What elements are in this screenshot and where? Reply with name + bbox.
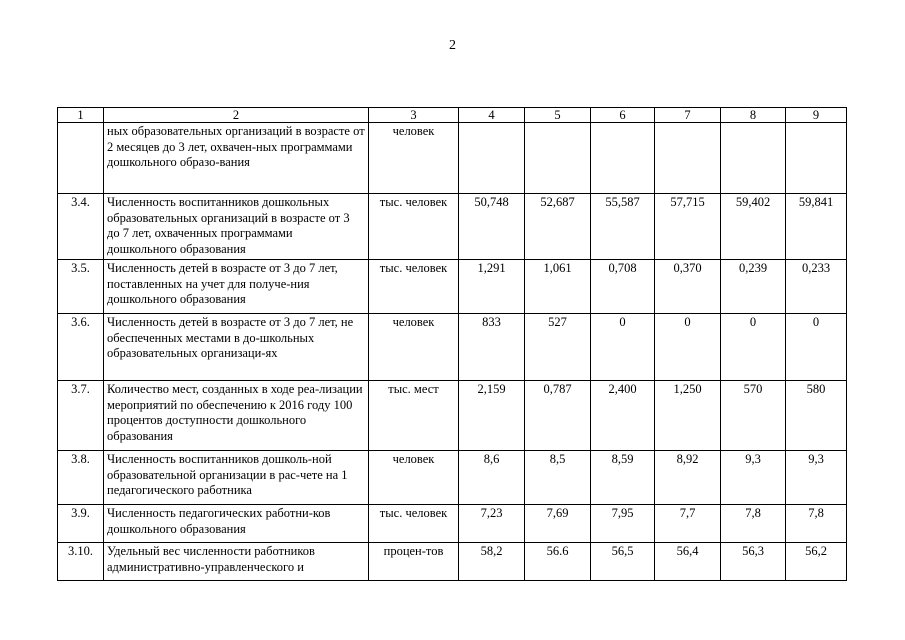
- value-cell: 56,3: [721, 543, 786, 581]
- value-cell: 9,3: [786, 451, 847, 505]
- value-cell: 0,787: [525, 381, 591, 451]
- page-number: 2: [449, 38, 456, 53]
- value-cell: [786, 123, 847, 194]
- table-body: [58, 108, 847, 581]
- indicator-description: Численность детей в возрасте от 3 до 7 лет, поставленных на учет для получе-ния дошкольного образования: [104, 260, 369, 314]
- indicator-description: Численность детей в возрасте от 3 до 7 лет, не обеспеченных местами в до-школьных образовательных организаци-ях: [104, 314, 369, 381]
- row-number: 3.6.: [58, 314, 104, 381]
- value-cell: [721, 123, 786, 194]
- row-number: [58, 123, 104, 194]
- value-cell: 527: [525, 314, 591, 381]
- table-row: [58, 505, 847, 543]
- row-number: 3.8.: [58, 451, 104, 505]
- indicator-description: Численность педагогических работни-ков дошкольного образования: [104, 505, 369, 543]
- column-header: 9: [786, 108, 847, 123]
- value-cell: 0,708: [591, 260, 655, 314]
- column-header: 3: [369, 108, 459, 123]
- value-cell: 52,687: [525, 194, 591, 260]
- column-header: 1: [58, 108, 104, 123]
- value-cell: 2,400: [591, 381, 655, 451]
- column-header: 4: [459, 108, 525, 123]
- column-header: 5: [525, 108, 591, 123]
- value-cell: 7,95: [591, 505, 655, 543]
- indicator-description: Численность воспитанников дошкольных образовательных организаций в возрасте от 3 до 7 лет, охваченных программами дошкольного образования: [104, 194, 369, 260]
- value-cell: 833: [459, 314, 525, 381]
- value-cell: 7,23: [459, 505, 525, 543]
- column-header: 7: [655, 108, 721, 123]
- value-cell: 1,291: [459, 260, 525, 314]
- row-number: 3.4.: [58, 194, 104, 260]
- value-cell: 8,92: [655, 451, 721, 505]
- value-cell: 0: [655, 314, 721, 381]
- value-cell: 7,7: [655, 505, 721, 543]
- value-cell: 56,4: [655, 543, 721, 581]
- value-cell: 55,587: [591, 194, 655, 260]
- table-row: [58, 260, 847, 314]
- column-header: 8: [721, 108, 786, 123]
- value-cell: 58,2: [459, 543, 525, 581]
- value-cell: 56,2: [786, 543, 847, 581]
- unit-cell: человек: [369, 451, 459, 505]
- value-cell: 580: [786, 381, 847, 451]
- unit-cell: тыс. человек: [369, 194, 459, 260]
- value-cell: 57,715: [655, 194, 721, 260]
- value-cell: 8,6: [459, 451, 525, 505]
- table-row: [58, 123, 847, 194]
- value-cell: 8,5: [525, 451, 591, 505]
- value-cell: 0,370: [655, 260, 721, 314]
- unit-cell: процен-тов: [369, 543, 459, 581]
- unit-cell: тыс. мест: [369, 381, 459, 451]
- indicators-table: [57, 107, 847, 581]
- row-number: 3.5.: [58, 260, 104, 314]
- value-cell: [655, 123, 721, 194]
- value-cell: 0,233: [786, 260, 847, 314]
- value-cell: 59,841: [786, 194, 847, 260]
- unit-cell: человек: [369, 314, 459, 381]
- value-cell: 0: [591, 314, 655, 381]
- value-cell: [459, 123, 525, 194]
- value-cell: 7,8: [786, 505, 847, 543]
- table-row: [58, 381, 847, 451]
- value-cell: 0: [786, 314, 847, 381]
- value-cell: 1,250: [655, 381, 721, 451]
- header-row: [58, 108, 847, 123]
- table-row: [58, 543, 847, 581]
- value-cell: 0,239: [721, 260, 786, 314]
- value-cell: 50,748: [459, 194, 525, 260]
- indicator-description: Численность воспитанников дошколь-ной образовательной организации в рас-чете на 1 педагогического работника: [104, 451, 369, 505]
- column-header: 6: [591, 108, 655, 123]
- value-cell: 7,69: [525, 505, 591, 543]
- row-number: 3.7.: [58, 381, 104, 451]
- table-row: [58, 314, 847, 381]
- row-number: 3.9.: [58, 505, 104, 543]
- table-row: [58, 194, 847, 260]
- value-cell: 8,59: [591, 451, 655, 505]
- value-cell: 1,061: [525, 260, 591, 314]
- value-cell: 0: [721, 314, 786, 381]
- unit-cell: тыс. человек: [369, 505, 459, 543]
- indicator-description: ных образовательных организаций в возрасте от 2 месяцев до 3 лет, охвачен-ных программами дошкольного образо-вания: [104, 123, 369, 194]
- value-cell: 56,5: [591, 543, 655, 581]
- table-row: [58, 451, 847, 505]
- unit-cell: человек: [369, 123, 459, 194]
- value-cell: 56.6: [525, 543, 591, 581]
- indicator-description: Удельный вес численности работников административно-управленческого и: [104, 543, 369, 581]
- value-cell: 59,402: [721, 194, 786, 260]
- value-cell: [525, 123, 591, 194]
- unit-cell: тыс. человек: [369, 260, 459, 314]
- column-header: 2: [104, 108, 369, 123]
- indicator-description: Количество мест, созданных в ходе реа-лизации мероприятий по обеспечению к 2016 году 100 процентов доступности дошкольного образования: [104, 381, 369, 451]
- value-cell: 9,3: [721, 451, 786, 505]
- value-cell: 7,8: [721, 505, 786, 543]
- value-cell: 570: [721, 381, 786, 451]
- row-number: 3.10.: [58, 543, 104, 581]
- value-cell: [591, 123, 655, 194]
- value-cell: 2,159: [459, 381, 525, 451]
